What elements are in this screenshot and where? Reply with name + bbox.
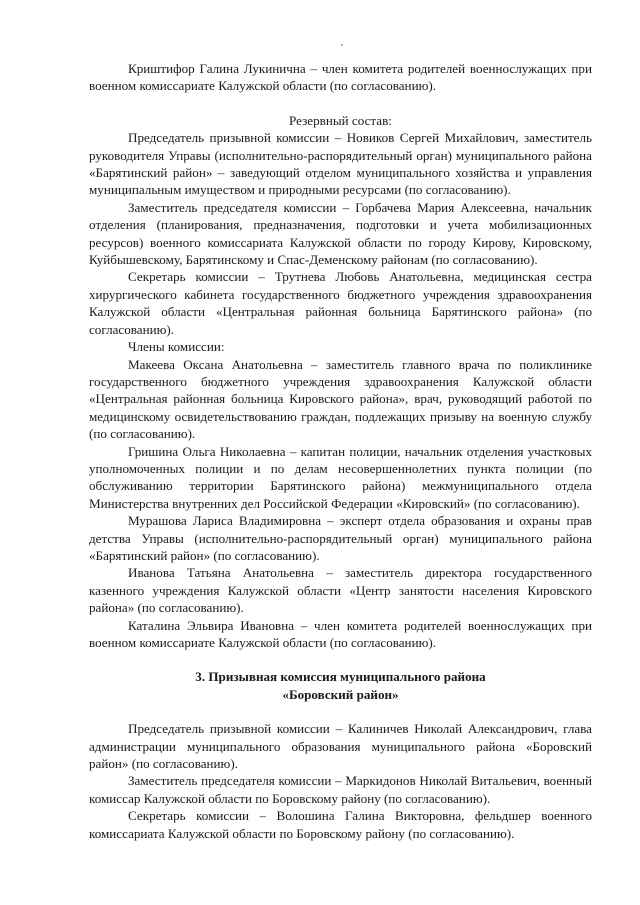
members-title: Члены комиссии: [128,339,225,355]
paragraph-murashova: Мурашова Лариса Владимировна – эксперт отдела образования и охраны прав детства Управы (исполнительно-распорядительный орган) муниципального района «Барятинский район» (по согласованию). [89,513,592,563]
paragraph-kryshtifor: Криштифор Галина Лукинична – член комитета родителей военнослужащих при военном комиссариате Калужской области (по согласованию). [89,61,592,94]
paragraph-makeeva: Макеева Оксана Анатольевна – заместитель главного врача по поликлинике государственного бюджетного учреждения здравоохранения Калужской области «Центральная районная больница Кировского района», врач, руководящий работой по медицинскому освидетельствованию граждан, подлежащих призыву на военную службу (по согласованию). [89,356,592,442]
reserve-composition-title: Резервный состав: [289,112,392,128]
paragraph-deputy-gorbacheva: Заместитель председателя комиссии – Горбачева Мария Алексеевна, начальник отделения (планирования, предназначения, подготовки и учета мобилизационных ресурсов) военного комиссариата Калужской области по городу Кирову, Кировскому, Куйбышевскому, Барятинскому и Спас-Деменскому районам (по согласованию). [89,199,592,268]
paragraph-chairman-novikov: Председатель призывной комиссии – Новиков Сергей Михайлович, заместитель руководителя Управы (исполнительно-распорядительный орган) муниципального района «Барятинский район» – заведующий отделом муниципального хозяйства и управления муниципальным имуществом и природными ресурсами (по согласованию). [89,130,592,198]
paragraph-deputy-markidonov: Заместитель председателя комиссии – Маркидонов Николай Витальевич, военный комиссар Калужской области по Боровскому району (по согласованию). [89,773,592,806]
paragraph-secretary-trutneva: Секретарь комиссии – Трутнева Любовь Анатольевна, медицинская сестра хирургического кабинета государственного бюджетного учреждения здравоохранения Калужской области «Центральная районная больница Барятинского района» (по согласованию). [89,269,592,337]
section-3-heading-line1: 3. Призывная комиссия муниципального района [195,669,486,685]
paragraph-chairman-kalinichev: Председатель призывной комиссии – Калиничев Николай Александрович, глава администрации муниципального образования муниципального района «Боровский район» (по согласованию). [89,721,592,772]
paragraph-secretary-voloshina: Секретарь комиссии – Волошина Галина Викторовна, фельдшер военного комиссариата Калужской области по Боровскому району (по согласованию). [89,808,592,841]
section-3-heading-line2: «Боровский район» [282,686,399,702]
scan-speck [341,44,343,46]
document-page [89,60,592,842]
paragraph-grishina: Гришина Ольга Николаевна – капитан полиции, начальник отделения участковых уполномоченных полиции и по делам несовершеннолетних пункта полиции (по обслуживанию территории Барятинского района) межмуниципального отдела Министерства внутренних дел Российской Федерации «Кировский» (по согласованию). [89,443,592,511]
paragraph-ivanova: Иванова Татьяна Анатольевна – заместитель директора государственного казенного учреждения Калужской области «Центр занятости населения Кировского района» (по согласованию). [89,565,592,616]
paragraph-katalina: Каталина Эльвира Ивановна – член комитета родителей военнослужащих при военном комиссариате Калужской области (по согласованию). [89,617,592,650]
section-3-heading [89,668,592,703]
